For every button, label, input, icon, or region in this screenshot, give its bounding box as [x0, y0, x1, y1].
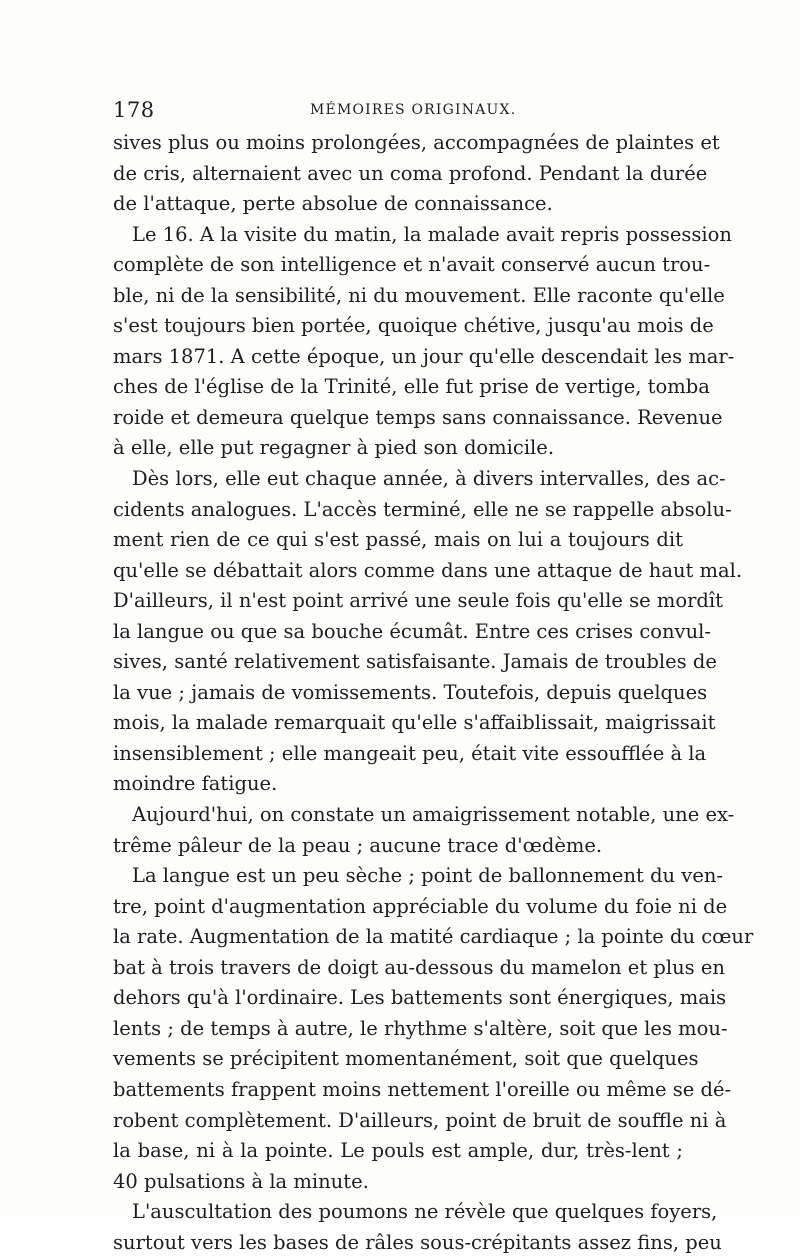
text-line: à elle, elle put regagner à pied son domicile.: [113, 436, 555, 460]
text-line: sives, santé relativement satisfaisante. Jamais de troubles de: [113, 650, 717, 674]
text-line: cidents analogues. L'accès terminé, elle ne se rappelle absolu-: [113, 497, 732, 521]
text-line: Le 16. A la visite du matin, la malade avait repris possession: [132, 222, 732, 246]
text-line: s'est toujours bien portée, quoique chétive, jusqu'au mois de: [113, 314, 714, 338]
text-line: 40 pulsations à la minute.: [113, 1169, 369, 1193]
text-line: de cris, alternaient avec un coma profond. Pendant la durée: [113, 161, 708, 185]
body-text: [113, 128, 754, 1258]
text-line: qu'elle se débattait alors comme dans une attaque de haut mal.: [113, 558, 743, 582]
text-line: sives plus ou moins prolongées, accompagnées de plaintes et: [113, 131, 720, 154]
text-line: L'auscultation des poumons ne révèle que quelques foyers,: [132, 1200, 718, 1224]
text-line: ble, ni de la sensibilité, ni du mouvement. Elle raconte qu'elle: [113, 283, 725, 307]
text-line: robent complètement. D'ailleurs, point de bruit de souffle ni à: [113, 1108, 727, 1132]
text-line: roide et demeura quelque temps sans connaissance. Revenue: [113, 405, 723, 429]
text-line: D'ailleurs, il n'est point arrivé une seule fois qu'elle se mordît: [113, 589, 723, 613]
text-line: ment rien de ce qui s'est passé, mais on lui a toujours dit: [113, 528, 683, 552]
text-line: insensiblement ; elle mangeait peu, était vite essoufflée à la: [113, 741, 707, 765]
running-title: MÉMOIRES ORIGINAUX.: [310, 102, 517, 118]
text-line: la langue ou que sa bouche écumât. Entre ces crises convul-: [113, 619, 711, 643]
running-head: [113, 98, 683, 124]
text-line: mois, la malade remarquait qu'elle s'affaiblissait, maigrissait: [113, 711, 716, 735]
text-line: bat à trois travers de doigt au-dessous du mamelon et plus en: [113, 955, 725, 979]
text-line: dehors qu'à l'ordinaire. Les battements sont énergiques, mais: [113, 986, 727, 1010]
text-line: ches de l'église de la Trinité, elle fut prise de vertige, tomba: [113, 375, 710, 399]
text-line: Dès lors, elle eut chaque année, à divers intervalles, des ac-: [132, 467, 726, 491]
text-line: complète de son intelligence et n'avait conservé aucun trou-: [113, 253, 711, 277]
text-line: moindre fatigue.: [113, 772, 278, 796]
text-line: vements se précipitent momentanément, soit que quelques: [113, 1047, 699, 1071]
text-line: Aujourd'hui, on constate un amaigrissement notable, une ex-: [132, 803, 735, 827]
text-line: trême pâleur de la peau ; aucune trace d'œdème.: [113, 833, 603, 857]
text-line: lents ; de temps à autre, le rhythme s'altère, soit que les mou-: [113, 1016, 728, 1040]
text-line: surtout vers les bases de râles sous-crépitants assez fins, peu: [113, 1230, 722, 1254]
page-number: 178: [113, 98, 155, 122]
text-line: la base, ni à la pointe. Le pouls est ample, dur, très-lent ;: [113, 1139, 683, 1163]
text-line: de l'attaque, perte absolue de connaissance.: [113, 192, 553, 216]
text-line: mars 1871. A cette époque, un jour qu'elle descendait les mar-: [113, 344, 735, 368]
text-line: battements frappent moins nettement l'oreille ou même se dé-: [113, 1077, 732, 1101]
text-line: la rate. Augmentation de la matité cardiaque ; la pointe du cœur: [113, 925, 754, 949]
text-line: La langue est un peu sèche ; point de ballonnement du ven-: [132, 864, 724, 888]
text-line: tre, point d'augmentation appréciable du volume du foie ni de: [113, 894, 728, 918]
text-line: la vue ; jamais de vomissements. Toutefois, depuis quelques: [113, 680, 708, 704]
